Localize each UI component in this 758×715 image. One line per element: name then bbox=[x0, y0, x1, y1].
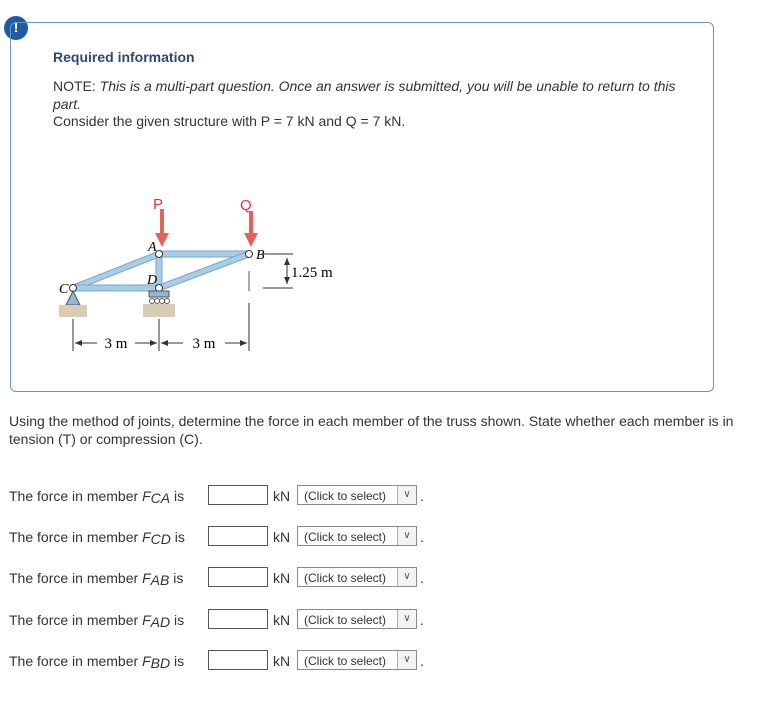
force-bd-input[interactable] bbox=[208, 650, 268, 670]
joint-b bbox=[246, 251, 253, 258]
period: . bbox=[420, 653, 424, 669]
panel-title: Required information bbox=[53, 49, 195, 65]
row-label: The force in member $F_{AB}$ is bbox=[9, 570, 184, 588]
tension-compression-select[interactable]: (Click to select) ∨ bbox=[297, 609, 417, 629]
unit-label: kN bbox=[273, 529, 291, 545]
force-ad-input[interactable] bbox=[208, 609, 268, 629]
chevron-down-icon: ∨ bbox=[397, 486, 416, 504]
unit-label: kN bbox=[273, 653, 291, 669]
period: . bbox=[420, 488, 424, 504]
label-height: 1.25 m bbox=[291, 265, 333, 281]
roller-support-d bbox=[143, 291, 175, 317]
question-text: Using the method of joints, determine the force in each member of the truss shown. State whether each member is in tension (T) or compression (C). bbox=[9, 413, 734, 447]
label-span-right: 3 m bbox=[192, 336, 216, 352]
unit-label: kN bbox=[273, 612, 291, 628]
chevron-down-icon: ∨ bbox=[397, 651, 416, 669]
consider-text: Consider the given structure with P = 7 kN and Q = 7 kN. bbox=[53, 113, 406, 129]
note-text: NOTE: This is a multi-part question. Once an answer is submitted, you will be unable to return to this part. bbox=[53, 78, 676, 112]
label-b: B bbox=[256, 248, 265, 263]
unit-label: kN bbox=[273, 570, 291, 586]
truss-figure bbox=[59, 191, 359, 361]
alert-icon: ! bbox=[4, 16, 28, 40]
load-q-arrow bbox=[244, 211, 258, 247]
tension-compression-select[interactable]: (Click to select) ∨ bbox=[297, 526, 417, 546]
force-cd-input[interactable] bbox=[208, 526, 268, 546]
row-label: The force in member $F_{BD}$ is bbox=[9, 653, 185, 671]
load-p-arrow bbox=[155, 209, 169, 247]
unit-label: kN bbox=[273, 488, 291, 504]
row-label: The force in member $F_{AD}$ is bbox=[9, 612, 185, 630]
tension-compression-select[interactable]: (Click to select) ∨ bbox=[297, 567, 417, 587]
chevron-down-icon: ∨ bbox=[397, 527, 416, 545]
label-q: Q bbox=[240, 197, 252, 214]
label-d: D bbox=[147, 273, 158, 288]
tension-compression-select[interactable]: (Click to select) ∨ bbox=[297, 485, 417, 505]
label-span-left: 3 m bbox=[104, 336, 128, 352]
height-dimension bbox=[263, 254, 293, 288]
label-p: P bbox=[152, 196, 163, 213]
required-information-panel bbox=[10, 22, 714, 392]
tension-compression-select[interactable]: (Click to select) ∨ bbox=[297, 650, 417, 670]
force-ca-input[interactable] bbox=[208, 485, 268, 505]
period: . bbox=[420, 529, 424, 545]
label-a: A bbox=[148, 240, 157, 255]
force-ab-input[interactable] bbox=[208, 567, 268, 587]
period: . bbox=[420, 612, 424, 628]
period: . bbox=[420, 570, 424, 586]
chevron-down-icon: ∨ bbox=[397, 568, 416, 586]
row-label: The force in member $F_{CA}$ is bbox=[9, 488, 185, 506]
row-label: The force in member $F_{CD}$ is bbox=[9, 529, 185, 547]
chevron-down-icon: ∨ bbox=[397, 610, 416, 628]
label-c: C bbox=[59, 282, 69, 297]
